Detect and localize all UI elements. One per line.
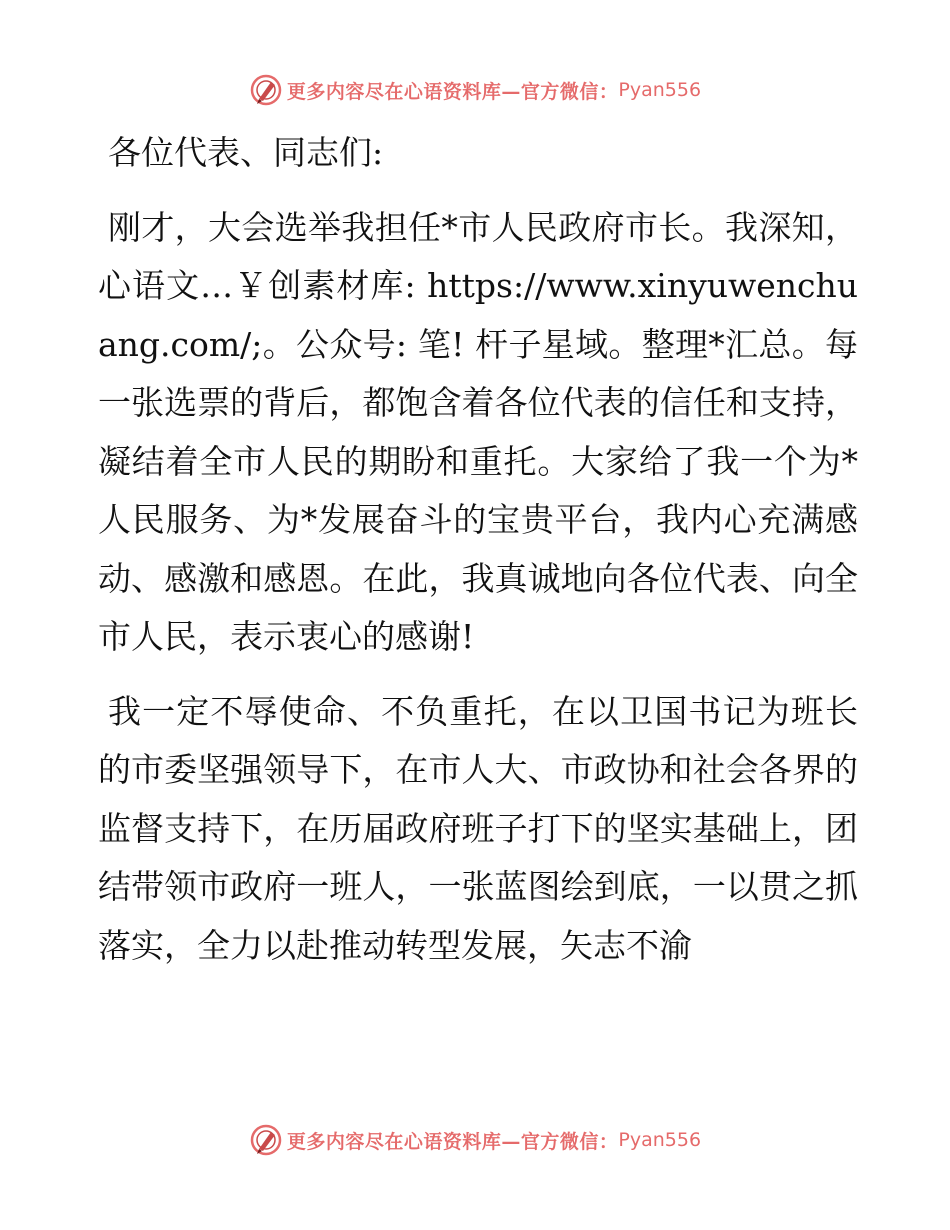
paragraph-2: 我一定不辱使命、不负重托，在以卫国书记为班长的市委坚强领导下，在市人大、市政协和社会各界的监督支持下，在历届政府班子打下的坚实基础上，团结带领市政府一班人，一张蓝图绘到底，一以贯之抓落实，全力以赴推动转型发展，矢志不渝 (98, 691, 858, 965)
header-watermark-banner (0, 70, 950, 110)
salutation: 各位代表、同志们: (108, 133, 384, 172)
pen-nib-logo-icon (249, 1123, 283, 1157)
pen-nib-logo-icon (249, 73, 283, 107)
header-banner-text: 更多内容尽在心语资料库—官方微信： (286, 80, 619, 103)
footer-watermark-banner (0, 1120, 950, 1160)
header-banner-wechat-id: Pyan556 (618, 79, 702, 101)
document-body (98, 124, 858, 991)
footer-banner-wechat-id: Pyan556 (618, 1129, 702, 1151)
footer-banner-text: 更多内容尽在心语资料库—官方微信： (286, 1130, 619, 1153)
paragraph-1: 刚才，大会选举我担任*市人民政府市长。我深知，心语文…￥创素材库: https://www.xinyuwenchuang.com/;。公众号: 笔! 杆子星域。整理*汇总。每一张选票的背后，都饱含着各位代表的信任和支持，凝结着全市人民的期盼和重托。大家给了我一个为*人民服务、为*发展奋斗的宝贵平台，我内心充满感动、感激和感恩。在此，我真诚地向各位代表、向全市人民，表示衷心的感谢! (98, 207, 858, 656)
